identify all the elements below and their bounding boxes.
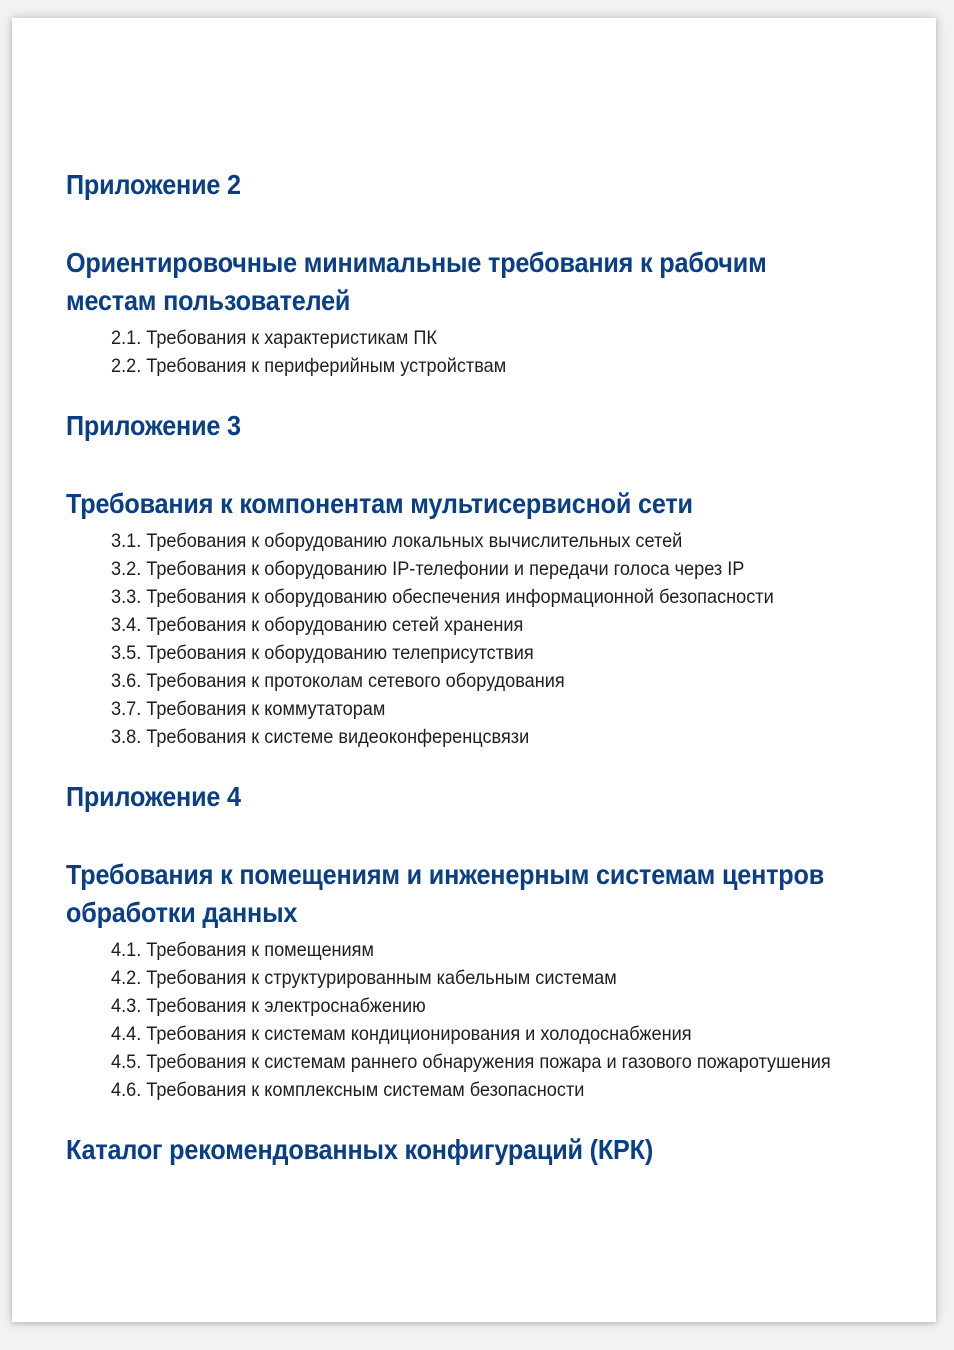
list-item: 4.1. Требования к помещениям (111, 939, 374, 961)
appendix-label: Приложение 4 (66, 781, 241, 812)
section-items (111, 324, 926, 380)
list-item: 3.1. Требования к оборудованию локальных вычислительных сетей (111, 530, 683, 552)
list-item: 2.1. Требования к характеристикам ПК (111, 327, 437, 349)
list-item: 4.5. Требования к системам раннего обнаружения пожара и газового пожаротушения (111, 1051, 831, 1073)
list-item: 3.2. Требования к оборудованию IP-телефонии и передачи голоса через IP (111, 558, 745, 580)
section-title-line: Требования к помещениям и инженерным системам центров (66, 859, 825, 890)
section-title-line: местам пользователей (66, 285, 351, 316)
section-items (111, 936, 926, 1104)
appendix-label: Приложение 2 (66, 169, 241, 200)
section-items (111, 527, 926, 751)
list-item: 4.4. Требования к системам кондиционирования и холодоснабжения (111, 1023, 692, 1045)
list-item: 3.6. Требования к протоколам сетевого оборудования (111, 670, 565, 692)
list-item: 3.8. Требования к системе видеоконференцсвязи (111, 726, 530, 748)
section-title-line: обработки данных (66, 897, 298, 928)
list-item: 3.5. Требования к оборудованию телеприсутствия (111, 642, 534, 664)
catalog-title: Каталог рекомендованных конфигураций (КРК) (66, 1134, 654, 1165)
appendix-4 (66, 778, 926, 1104)
section-title-line: Ориентировочные минимальные требования к рабочим (66, 247, 767, 278)
list-item: 4.3. Требования к электроснабжению (111, 995, 426, 1017)
appendix-2 (66, 166, 926, 380)
list-item: 2.2. Требования к периферийным устройствам (111, 355, 507, 377)
list-item: 3.3. Требования к оборудованию обеспечения информационной безопасности (111, 586, 774, 608)
section-title (66, 244, 840, 320)
section-title (66, 856, 840, 932)
appendix-3 (66, 407, 926, 751)
list-item: 3.7. Требования к коммутаторам (111, 698, 386, 720)
document-page (12, 18, 936, 1322)
list-item: 3.4. Требования к оборудованию сетей хранения (111, 614, 524, 636)
list-item: 4.2. Требования к структурированным кабельным системам (111, 967, 617, 989)
contents-list (66, 166, 926, 1169)
section-title (66, 485, 840, 523)
list-item: 4.6. Требования к комплексным системам безопасности (111, 1079, 585, 1101)
section-title-line: Требования к компонентам мультисервисной сети (66, 488, 693, 519)
appendix-label: Приложение 3 (66, 410, 241, 441)
